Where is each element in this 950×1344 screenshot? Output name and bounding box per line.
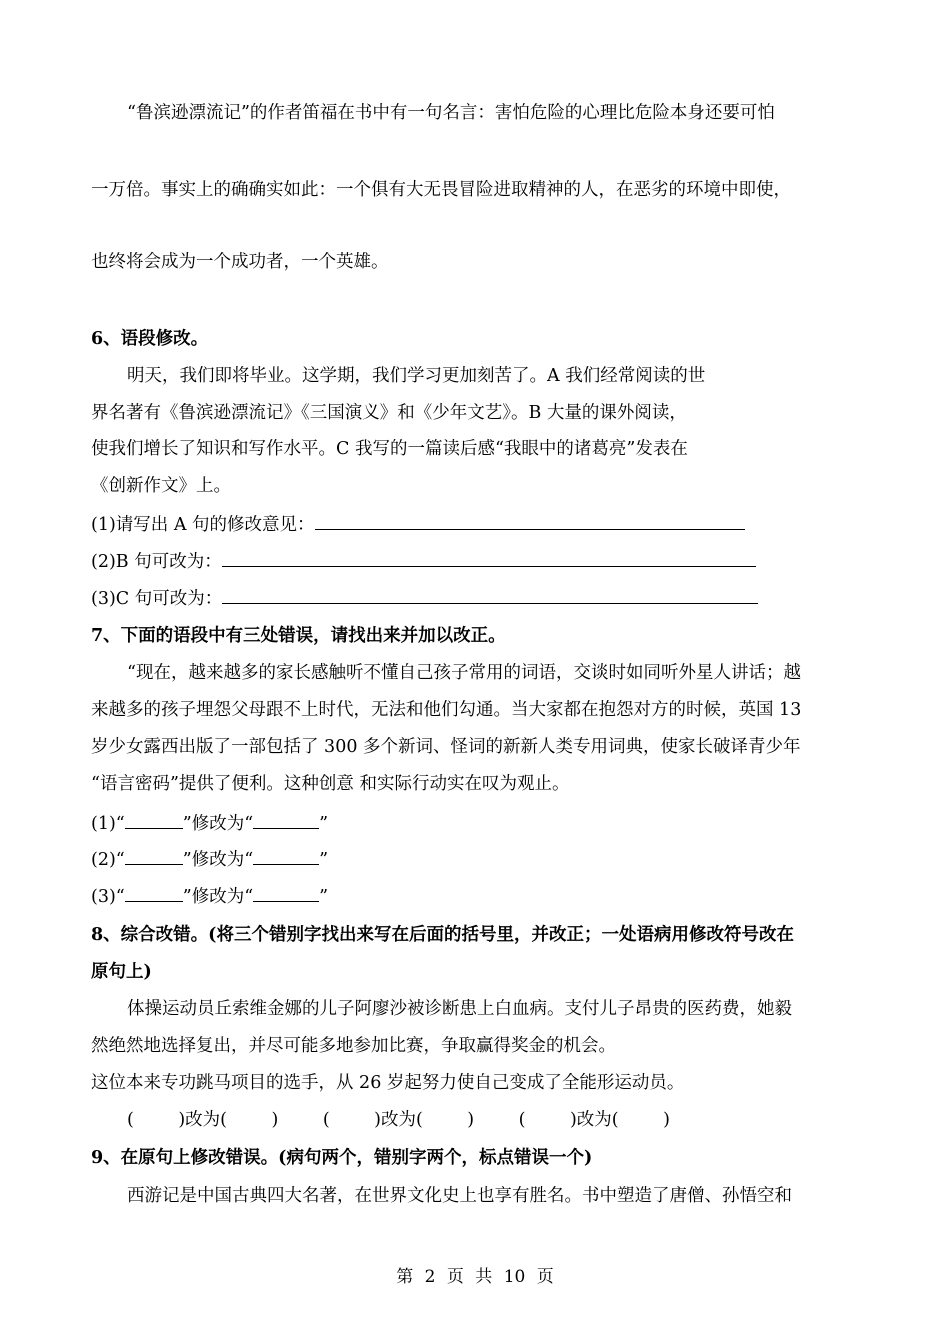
q6-para-line-1: 明天，我们即将毕业。这学期，我们学习更加刻苦了。A 我们经常阅读的世 (127, 366, 706, 386)
q6-para-line-3: 使我们增长了知识和写作水平。C 我写的一篇读后感“我眼中的诸葛亮”发表在 (91, 439, 688, 459)
q7-answer-3-mid: ”修改为“ (182, 887, 254, 907)
q6-title: 6、语段修改。 (91, 329, 209, 349)
page-footer (0, 1262, 950, 1287)
intro-line-2: 一万倍。事实上的确确实如此：一个俱有大无畏冒险进取精神的人，在恶劣的环境中即使， (91, 180, 791, 200)
q6-sub-2 (91, 548, 756, 573)
q8-para-line-2: 然绝然地选择复出，并尽可能多地参加比赛，争取赢得奖金的机会。 (91, 1036, 616, 1056)
q7-para-line-1: “现在，越来越多的家长感触听不懂自己孩子常用的词语，交谈时如同听外星人讲话；越 (127, 663, 801, 683)
q6-sub-3 (91, 585, 758, 610)
q6-sub-2-label: (2)B 句可改为： (91, 552, 222, 572)
q7-answer-3-end: ” (319, 887, 329, 907)
q7-answer-2 (91, 846, 328, 871)
q9-title: 9、在原句上修改错误。(病句两个，错别字两个，标点错误一个) (91, 1148, 593, 1168)
footer-total-pages: 10 (503, 1267, 526, 1287)
q7-para-line-4: “语言密码”提供了便利。这种创意 和实际行动实在叹为观止。 (91, 774, 570, 794)
q7-answer-2-end: ” (319, 850, 329, 870)
intro-line-1: “鲁滨逊漂流记”的作者笛福在书中有一句名言：害怕危险的心理比危险本身还要可怕 (127, 103, 775, 123)
q7-answer-2-correct[interactable] (253, 847, 319, 866)
q6-answer-line-3[interactable] (222, 586, 758, 605)
q7-answer-1 (91, 810, 328, 835)
q7-answer-2-mid: ”修改为“ (182, 850, 254, 870)
q7-answer-2-wrong[interactable] (125, 847, 183, 866)
q7-title: 7、下面的语段中有三处错误，请找出来并加以改正。 (91, 626, 506, 646)
q7-answer-3 (91, 883, 328, 908)
q7-answer-2-num: (2)“ (91, 850, 125, 870)
footer-di: 第 (396, 1267, 414, 1287)
footer-ye: 页 (446, 1267, 464, 1287)
q8-title-line-2: 原句上) (91, 962, 152, 982)
q6-para-line-2: 界名著有《鲁滨逊漂流记》《三国演义》和《少年文艺》。B 大量的课外阅读， (91, 403, 687, 423)
q6-answer-line-1[interactable] (315, 512, 745, 531)
q8-para-line-3: 这位本来专功跳马项目的选手，从 26 岁起努力使自己变成了全能形运动员。 (91, 1073, 685, 1093)
q6-answer-line-2[interactable] (222, 549, 756, 568)
q9-para-line-1: 西游记是中国古典四大名著，在世界文化史上也享有胜名。书中塑造了唐僧、孙悟空和 (127, 1186, 792, 1206)
q7-answer-1-mid: ”修改为“ (182, 814, 254, 834)
q7-answer-1-end: ” (319, 814, 329, 834)
intro-line-3: 也终将会成为一个成功者，一个英雄。 (91, 252, 389, 272)
q6-sub-1 (91, 511, 745, 536)
q7-answer-3-num: (3)“ (91, 887, 125, 907)
q8-para-line-1: 体操运动员丘索维金娜的儿子阿廖沙被诊断患上白血病。支付儿子昂贵的医药费，她毅 (127, 999, 792, 1019)
q8-title-line-1: 8、综合改错。(将三个错别字找出来写在后面的括号里，并改正；一处语病用修改符号改在 (91, 925, 794, 945)
q7-answer-3-wrong[interactable] (125, 884, 183, 903)
q6-sub-3-label: (3)C 句可改为： (91, 589, 223, 609)
q7-para-line-3: 岁少女露西出版了一部包括了 300 多个新词、怪词的新新人类专用词典，使家长破译青少年 (91, 737, 801, 757)
q7-answer-1-num: (1)“ (91, 814, 125, 834)
q6-sub-1-label: (1)请写出 A 句的修改意见： (91, 515, 315, 535)
q7-para-line-2: 来越多的孩子埋怨父母跟不上时代，无法和他们勾通。当大家都在抱怨对方的时候，英国 13 (91, 700, 802, 720)
q8-answer-brackets[interactable]: ( )改为( ) ( )改为( ) ( )改为( ) (127, 1110, 670, 1130)
q7-answer-3-correct[interactable] (253, 884, 319, 903)
footer-ye-2: 页 (536, 1267, 554, 1287)
q7-answer-1-correct[interactable] (253, 811, 319, 830)
q7-answer-1-wrong[interactable] (125, 811, 183, 830)
footer-gong: 共 (475, 1267, 493, 1287)
q6-para-line-4: 《创新作文》上。 (91, 476, 231, 496)
footer-page-number: 2 (424, 1267, 436, 1287)
